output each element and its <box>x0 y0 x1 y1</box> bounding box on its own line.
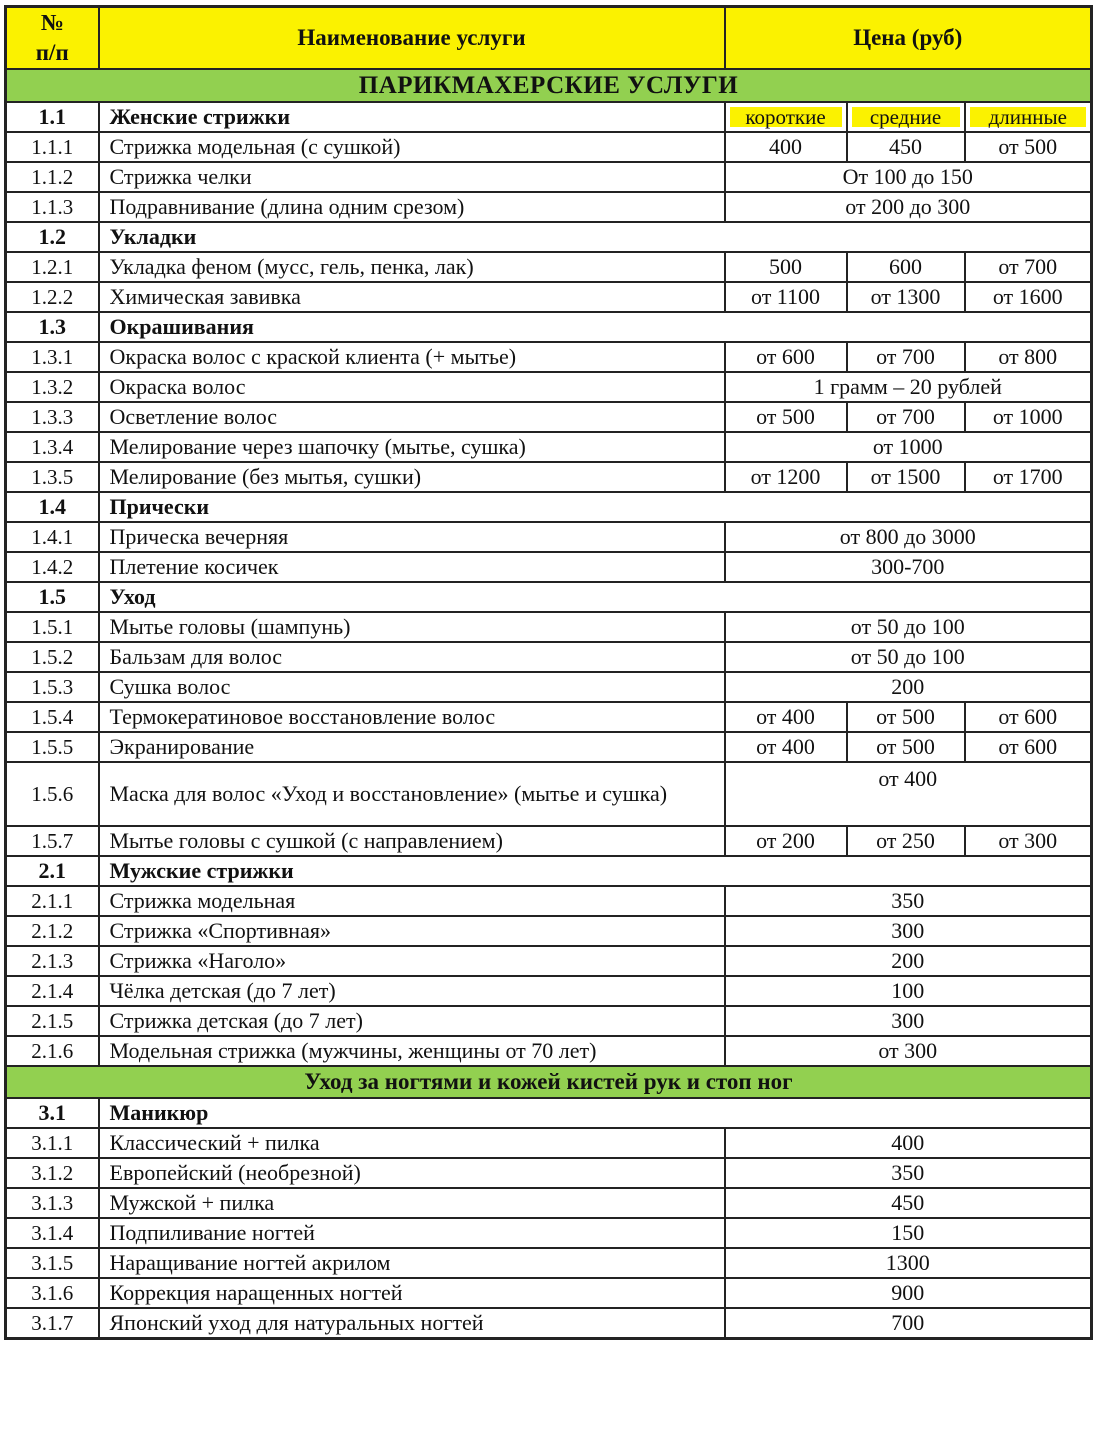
price-cell: 150 <box>725 1218 1092 1248</box>
price-cell: 350 <box>725 1158 1092 1188</box>
row-number: 1.3.4 <box>6 432 99 462</box>
table-row <box>6 976 1092 1006</box>
price-cell: от 400 <box>725 732 847 762</box>
row-number: 2.1.3 <box>6 946 99 976</box>
price-cell: от 600 <box>725 342 847 372</box>
table-row <box>6 1218 1092 1248</box>
table-row <box>6 402 1092 432</box>
price-cell: от 1700 <box>965 462 1092 492</box>
row-number: 1.3.5 <box>6 462 99 492</box>
row-number: 2.1.5 <box>6 1006 99 1036</box>
service-name: Японский уход для натуральных ногтей <box>99 1308 725 1338</box>
price-list-table <box>4 5 1093 1340</box>
row-number: 1.5.3 <box>6 672 99 702</box>
table-row <box>6 132 1092 162</box>
section-header-row <box>6 856 1092 886</box>
row-number: 2.1.4 <box>6 976 99 1006</box>
table-row <box>6 916 1092 946</box>
section-header-row <box>6 222 1092 252</box>
price-cell: 450 <box>847 132 965 162</box>
table-row <box>6 672 1092 702</box>
row-number: 1.2 <box>6 222 99 252</box>
table-row <box>6 462 1092 492</box>
row-number: 1.5.5 <box>6 732 99 762</box>
column-header-number-line1: № <box>40 10 64 35</box>
row-number: 3.1.1 <box>6 1128 99 1158</box>
service-name: Маска для волос «Уход и восстановление» (мытье и сушка) <box>99 762 725 826</box>
price-cell: от 400 <box>725 762 1092 826</box>
service-name: Мужской + пилка <box>99 1188 725 1218</box>
row-number: 2.1 <box>6 856 99 886</box>
price-subheader: средние <box>847 102 965 132</box>
service-name: Химическая завивка <box>99 282 725 312</box>
table-row <box>6 552 1092 582</box>
service-name: Мытье головы (шампунь) <box>99 612 725 642</box>
table-row <box>6 1248 1092 1278</box>
price-cell: от 1600 <box>965 282 1092 312</box>
service-name: Прическа вечерняя <box>99 522 725 552</box>
row-number: 1.5.6 <box>6 762 99 826</box>
column-header-price: Цена (руб) <box>725 7 1092 69</box>
price-cell: от 250 <box>847 826 965 856</box>
section-name: Укладки <box>99 222 1092 252</box>
price-cell: от 700 <box>965 252 1092 282</box>
service-name: Стрижка модельная (с сушкой) <box>99 132 725 162</box>
price-cell: от 500 <box>847 732 965 762</box>
price-cell: от 400 <box>725 702 847 732</box>
price-cell: от 300 <box>725 1036 1092 1066</box>
price-cell: от 200 до 300 <box>725 192 1092 222</box>
table-header-row <box>6 7 1092 69</box>
row-number: 1.3.2 <box>6 372 99 402</box>
table-row <box>6 732 1092 762</box>
table-row <box>6 826 1092 856</box>
row-number: 3.1.3 <box>6 1188 99 1218</box>
service-name: Плетение косичек <box>99 552 725 582</box>
row-number: 3.1.2 <box>6 1158 99 1188</box>
price-cell: От 100 до 150 <box>725 162 1092 192</box>
price-cell: 300 <box>725 916 1092 946</box>
price-cell: 200 <box>725 946 1092 976</box>
price-cell: 1300 <box>725 1248 1092 1278</box>
table-row <box>6 762 1092 826</box>
price-cell: 450 <box>725 1188 1092 1218</box>
table-row <box>6 192 1092 222</box>
section-band-title: Уход за ногтями и кожей кистей рук и стоп ног <box>6 1066 1092 1098</box>
row-number: 1.3 <box>6 312 99 342</box>
table-row <box>6 1128 1092 1158</box>
table-row <box>6 342 1092 372</box>
service-name: Укладка феном (мусс, гель, пенка, лак) <box>99 252 725 282</box>
section-name: Окрашивания <box>99 312 1092 342</box>
service-name: Термокератиновое восстановление волос <box>99 702 725 732</box>
row-number: 3.1 <box>6 1098 99 1128</box>
service-name: Мелирование (без мытья, сушки) <box>99 462 725 492</box>
row-number: 1.1.2 <box>6 162 99 192</box>
service-name: Осветление волос <box>99 402 725 432</box>
price-cell: от 800 до 3000 <box>725 522 1092 552</box>
table-row <box>6 162 1092 192</box>
section-name: Уход <box>99 582 1092 612</box>
row-number: 3.1.4 <box>6 1218 99 1248</box>
price-cell: 300-700 <box>725 552 1092 582</box>
column-header-number <box>6 7 99 69</box>
service-name: Европейский (необрезной) <box>99 1158 725 1188</box>
price-cell: 350 <box>725 886 1092 916</box>
section-band-row <box>6 69 1092 102</box>
row-number: 2.1.6 <box>6 1036 99 1066</box>
service-name: Чёлка детская (до 7 лет) <box>99 976 725 1006</box>
price-cell: 900 <box>725 1278 1092 1308</box>
price-cell: от 500 <box>725 402 847 432</box>
price-cell: от 1000 <box>965 402 1092 432</box>
price-cell: от 200 <box>725 826 847 856</box>
price-cell: 200 <box>725 672 1092 702</box>
price-cell: от 50 до 100 <box>725 612 1092 642</box>
column-header-number-line2: п/п <box>35 39 69 65</box>
table-row <box>6 946 1092 976</box>
table-row <box>6 432 1092 462</box>
row-number: 1.5.1 <box>6 612 99 642</box>
price-cell: от 600 <box>965 702 1092 732</box>
service-name: Окраска волос с краской клиента (+ мытье) <box>99 342 725 372</box>
row-number: 1.1.1 <box>6 132 99 162</box>
price-cell: от 1100 <box>725 282 847 312</box>
table-row <box>6 702 1092 732</box>
section-name: Женские стрижки <box>99 102 725 132</box>
row-number: 1.1 <box>6 102 99 132</box>
row-number: 1.5.2 <box>6 642 99 672</box>
service-name: Коррекция наращенных ногтей <box>99 1278 725 1308</box>
column-header-service: Наименование услуги <box>99 7 725 69</box>
price-cell: от 1300 <box>847 282 965 312</box>
price-cell: от 50 до 100 <box>725 642 1092 672</box>
price-subheader: длинные <box>965 102 1092 132</box>
section-header-row <box>6 1098 1092 1128</box>
price-subheader: короткие <box>725 102 847 132</box>
price-cell: от 700 <box>847 342 965 372</box>
section-header-row <box>6 582 1092 612</box>
price-cell: от 1000 <box>725 432 1092 462</box>
service-name: Подравнивание (длина одним срезом) <box>99 192 725 222</box>
price-cell: 400 <box>725 1128 1092 1158</box>
service-name: Модельная стрижка (мужчины, женщины от 70 лет) <box>99 1036 725 1066</box>
price-cell: от 500 <box>847 702 965 732</box>
table-row <box>6 1308 1092 1338</box>
row-number: 2.1.2 <box>6 916 99 946</box>
table-row <box>6 1036 1092 1066</box>
section-name: Прически <box>99 492 1092 522</box>
price-cell: 100 <box>725 976 1092 1006</box>
service-name: Подпиливание ногтей <box>99 1218 725 1248</box>
price-cell: от 600 <box>965 732 1092 762</box>
price-table-body <box>6 69 1092 1338</box>
row-number: 1.5 <box>6 582 99 612</box>
price-cell: 600 <box>847 252 965 282</box>
table-row <box>6 522 1092 552</box>
service-name: Классический + пилка <box>99 1128 725 1158</box>
service-name: Бальзам для волос <box>99 642 725 672</box>
price-cell: 700 <box>725 1308 1092 1338</box>
section-header-row <box>6 102 1092 132</box>
price-cell: от 300 <box>965 826 1092 856</box>
price-cell: 300 <box>725 1006 1092 1036</box>
service-name: Стрижка «Наголо» <box>99 946 725 976</box>
table-row <box>6 1006 1092 1036</box>
price-cell: от 700 <box>847 402 965 432</box>
row-number: 1.3.3 <box>6 402 99 432</box>
price-cell: 1 грамм – 20 рублей <box>725 372 1092 402</box>
row-number: 1.5.4 <box>6 702 99 732</box>
service-name: Окраска волос <box>99 372 725 402</box>
price-cell: 400 <box>725 132 847 162</box>
section-name: Мужские стрижки <box>99 856 1092 886</box>
service-name: Стрижка детская (до 7 лет) <box>99 1006 725 1036</box>
price-cell: 500 <box>725 252 847 282</box>
price-cell: от 1200 <box>725 462 847 492</box>
table-row <box>6 282 1092 312</box>
section-name: Маникюр <box>99 1098 1092 1128</box>
price-cell: от 800 <box>965 342 1092 372</box>
service-name: Сушка волос <box>99 672 725 702</box>
service-name: Наращивание ногтей акрилом <box>99 1248 725 1278</box>
section-band-title: ПАРИКМАХЕРСКИЕ УСЛУГИ <box>6 69 1092 102</box>
row-number: 3.1.7 <box>6 1308 99 1338</box>
table-row <box>6 372 1092 402</box>
section-header-row <box>6 312 1092 342</box>
price-cell: от 500 <box>965 132 1092 162</box>
row-number: 3.1.6 <box>6 1278 99 1308</box>
table-row <box>6 252 1092 282</box>
price-cell: от 1500 <box>847 462 965 492</box>
service-name: Стрижка челки <box>99 162 725 192</box>
service-name: Мелирование через шапочку (мытье, сушка) <box>99 432 725 462</box>
service-name: Стрижка модельная <box>99 886 725 916</box>
row-number: 1.4.1 <box>6 522 99 552</box>
section-band-row <box>6 1066 1092 1098</box>
table-row <box>6 1158 1092 1188</box>
section-header-row <box>6 492 1092 522</box>
row-number: 1.1.3 <box>6 192 99 222</box>
table-row <box>6 886 1092 916</box>
row-number: 2.1.1 <box>6 886 99 916</box>
row-number: 1.3.1 <box>6 342 99 372</box>
row-number: 1.2.1 <box>6 252 99 282</box>
service-name: Экранирование <box>99 732 725 762</box>
row-number: 1.5.7 <box>6 826 99 856</box>
service-name: Стрижка «Спортивная» <box>99 916 725 946</box>
row-number: 3.1.5 <box>6 1248 99 1278</box>
row-number: 1.2.2 <box>6 282 99 312</box>
service-name: Мытье головы с сушкой (с направлением) <box>99 826 725 856</box>
row-number: 1.4 <box>6 492 99 522</box>
table-row <box>6 1278 1092 1308</box>
table-row <box>6 612 1092 642</box>
table-row <box>6 642 1092 672</box>
row-number: 1.4.2 <box>6 552 99 582</box>
table-row <box>6 1188 1092 1218</box>
